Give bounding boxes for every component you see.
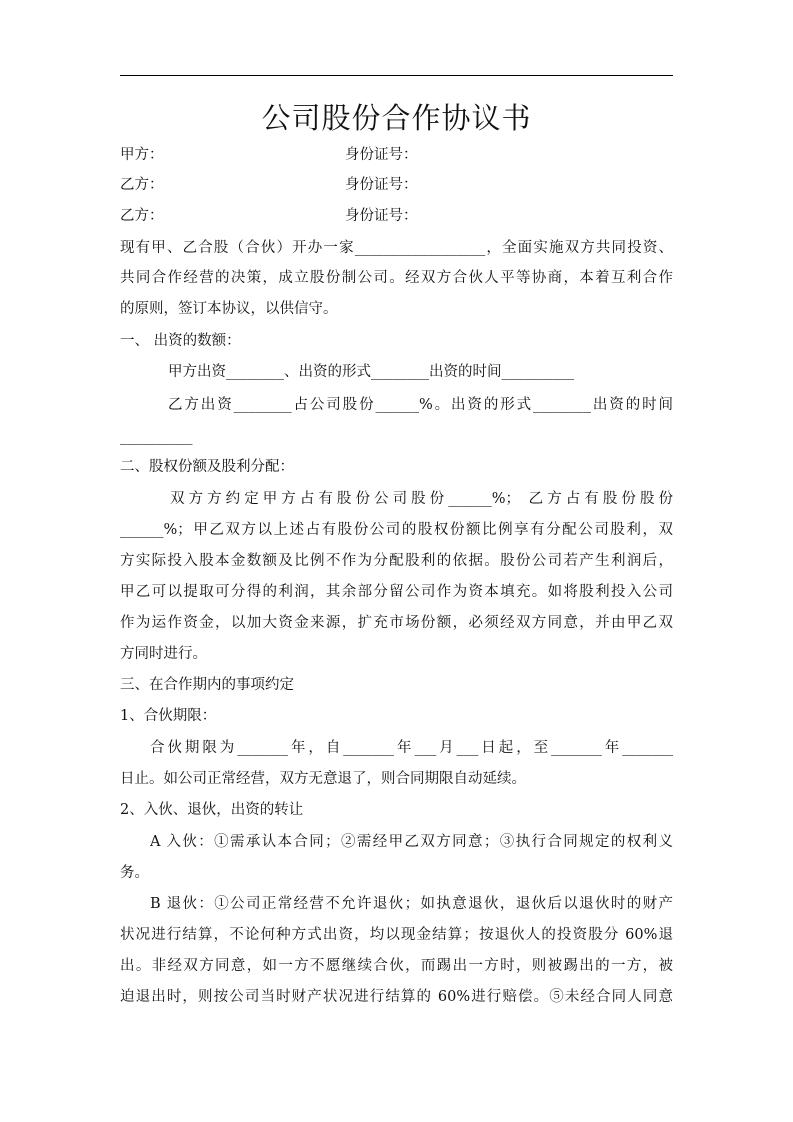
document-title: 公司股份合作协议书: [261, 101, 532, 135]
party-label: 乙方：: [120, 177, 164, 193]
party-label: 甲方：: [120, 147, 164, 163]
paragraph-line: 双方方约定甲方占有股份公司股份______%； 乙方占有股份股份: [170, 491, 673, 507]
contribution-line: __________: [120, 429, 193, 445]
id-number-label: 身份证号：: [345, 147, 418, 163]
paragraph-line: 日止。如公司正常经营，双方无意退了，则合同期限自动延续。: [120, 771, 526, 787]
section-heading: 一、 出资的数额：: [120, 333, 241, 349]
subsection-heading: 2、入伙、退伙，出资的转让: [120, 802, 304, 818]
id-number-label: 身份证号：: [345, 208, 418, 224]
id-number-label: 身份证号：: [345, 177, 418, 193]
paragraph-line: 出。非经双方同意，如一方不愿继续合伙，而踢出一方时，则被踢出的一方，被: [120, 958, 673, 974]
party-label: 乙方：: [120, 208, 164, 224]
contribution-line: 甲方出资________、出资的形式________出资的时间__________: [168, 364, 574, 380]
party-row: [120, 175, 673, 195]
subsection-heading: 1、合伙期限：: [120, 708, 217, 724]
paragraph-line: 甲乙可以提取可分得的利润，其余部分留公司作为资本填充。如将股利投入公司: [120, 584, 673, 600]
contribution-line: 乙方出资________占公司股份______%。出资的形式________出资的时间: [168, 397, 673, 413]
section-heading: 二、股权份额及股利分配：: [120, 459, 294, 475]
party-row: [120, 145, 673, 165]
paragraph-line: 迫退出时，则按公司当时财产状况进行结算的 60%进行赔偿。⑤未经合同人同意: [120, 989, 673, 1005]
paragraph-line: B 退伙：①公司正常经营不允许退伙；如执意退伙，退伙后以退伙时的财产: [150, 896, 673, 912]
paragraph-line: 状况进行结算，不论何种方式出资，均以现金结算；按退伙人的投资股分 60%退: [120, 927, 673, 943]
paragraph-line: 合伙期限为_______年，自_______年___月___日起，至_______年_______: [150, 740, 673, 756]
paragraph-line: 方同时进行。: [120, 646, 207, 662]
paragraph-line: A 入伙：①需承认本合同；②需经甲乙双方同意；③执行合同规定的权利义: [150, 834, 673, 850]
paragraph-line: 务。: [120, 865, 149, 881]
intro-line: 共同合作经营的决策，成立股份制公司。经双方合伙人平等协商，本着互利合作: [120, 270, 673, 286]
intro-line: 现有甲、乙合股（合伙）开办一家__________________，全面实施双方共同投资、: [120, 240, 673, 256]
paragraph-line: ______%；甲乙双方以上述占有股份公司的股权份额比例享有分配公司股利，双: [120, 522, 673, 538]
paragraph-line: 作为运作资金，以加大资金来源，扩充市场份额，必须经双方同意，并由甲乙双: [120, 615, 673, 631]
header-rule: [120, 75, 673, 76]
party-row: [120, 206, 673, 226]
paragraph-line: 方实际投入股本金数额及比例不作为分配股利的依据。股份公司若产生利润后，: [120, 553, 673, 569]
intro-line: 的原则，签订本协议，以供信守。: [120, 301, 338, 317]
section-heading: 三、在合作期内的事项约定: [120, 677, 294, 693]
